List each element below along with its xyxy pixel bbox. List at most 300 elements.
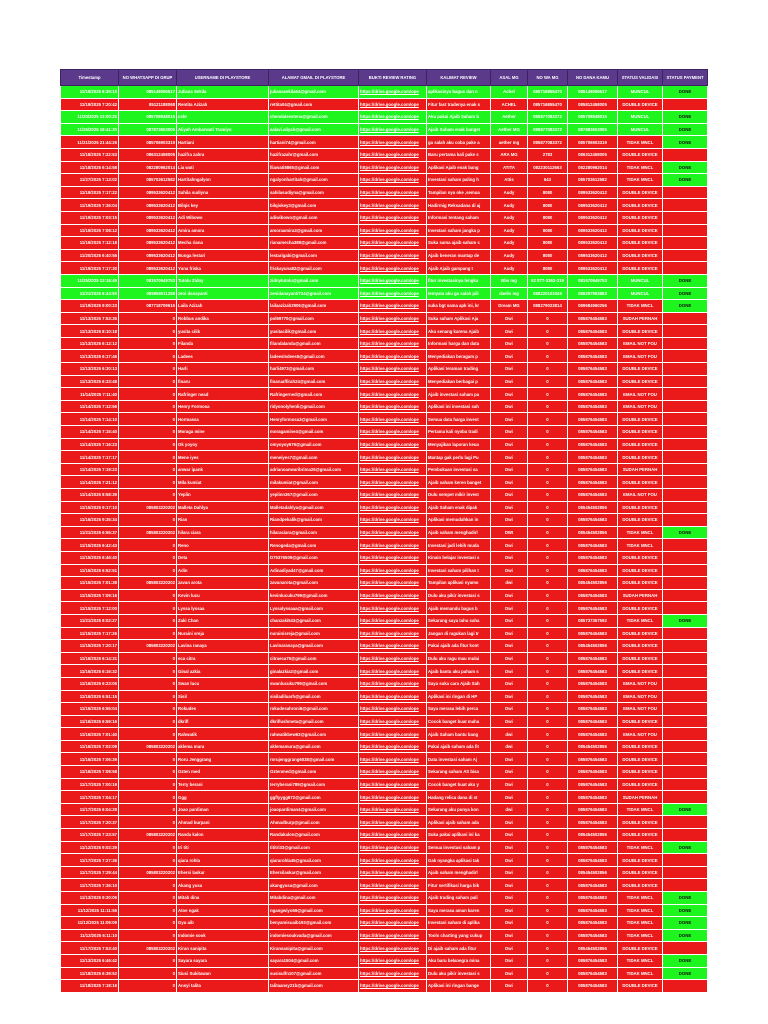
cell-no-whatsapp[interactable]: 0 [119,816,177,829]
cell-no-dana[interactable]: 085876454583 [568,426,618,439]
cell-no-whatsapp[interactable]: 085803220202 [119,526,177,539]
cell-status-payment[interactable] [663,778,708,791]
cell-no-wa-mg[interactable]: 0 [528,980,568,993]
cell-gmail[interactable]: hilaraciara@gmail.com [269,526,359,539]
table-row[interactable] [61,501,708,514]
cell-no-whatsapp[interactable]: 0 [119,841,177,854]
cell-status-payment[interactable]: DONE [663,123,708,136]
cell-no-dana[interactable]: 085876454583 [568,375,618,388]
cell-asal-mg[interactable]: Dwi [491,325,528,338]
cell-review-text[interactable]: Tampilan aplikasi nyamo [427,577,491,590]
cell-timestamp[interactable]: 11/16/2025 6:59:16 [61,715,119,728]
cell-timestamp[interactable]: 11/14/2025 7:12:56 [61,400,119,413]
cell-timestamp[interactable]: 11/16/2025 6:23:05 [61,677,119,690]
cell-username[interactable]: Moraga mine [177,426,269,439]
table-row[interactable] [61,274,708,287]
cell-gmail[interactable]: friskayuna82@gmail.com [269,262,359,275]
cell-timestamp[interactable]: 11/17/2025 7:29:44 [61,866,119,879]
cell-status-validasi[interactable]: TIDAK MNCL [618,539,663,552]
cell-no-whatsapp[interactable]: 0 [119,980,177,993]
cell-review-link[interactable]: https://drive.google.com/ope [359,740,427,753]
cell-status-payment[interactable] [663,577,708,590]
cell-status-validasi[interactable]: TIDAK MNCL [618,917,663,930]
cell-asal-mg[interactable]: DWI [491,526,528,539]
table-row[interactable] [61,778,708,791]
cell-no-dana[interactable]: 085876454583 [568,791,618,804]
cell-no-wa-mg[interactable]: 085716855470 [528,86,568,99]
table-row[interactable] [61,892,708,905]
cell-username[interactable]: Hartitahngalyon [177,174,269,187]
cell-review-link[interactable]: https://drive.google.com/ope [359,325,427,338]
cell-review-text[interactable]: suka bgt sama apk ini, kr [427,300,491,313]
cell-no-wa-mg[interactable]: 0 [528,602,568,615]
cell-review-text[interactable]: Sekarang saya tahu saha [427,614,491,627]
cell-no-whatsapp[interactable]: 0 [119,677,177,690]
cell-gmail[interactable]: lailaazizah2906@gmail.com [269,300,359,313]
table-row[interactable] [61,841,708,854]
cell-no-whatsapp[interactable]: 0 [119,400,177,413]
cell-review-link[interactable]: https://drive.google.com/ope [359,904,427,917]
cell-no-whatsapp[interactable]: 0 [119,325,177,338]
cell-status-validasi[interactable]: EMAIL NOT FOU [618,337,663,350]
cell-gmail[interactable]: benyamisuaib193@gmail.com [269,917,359,930]
cell-timestamp[interactable]: 11/17/2025 6:04:28 [61,803,119,816]
cell-gmail[interactable]: swanlucuku799@gmail.com [269,677,359,690]
cell-username[interactable]: cshr [177,111,269,124]
table-row[interactable] [61,136,708,149]
cell-no-dana[interactable]: 085706903319 [568,136,618,149]
cell-status-payment[interactable] [663,740,708,753]
cell-gmail[interactable]: meneiyes7@gmail.com [269,451,359,464]
cell-review-link[interactable]: https://drive.google.com/ope [359,577,427,590]
cell-status-validasi[interactable]: DOUBLE DEVICE [618,665,663,678]
cell-asal-mg[interactable]: ACHEL [491,98,528,111]
cell-no-wa-mg[interactable]: 085877083372 [528,123,568,136]
cell-asal-mg[interactable]: ATITA [491,161,528,174]
cell-no-wa-mg[interactable]: 0 [528,866,568,879]
cell-status-payment[interactable] [663,337,708,350]
cell-review-text[interactable]: Sekarang aku punya kon [427,803,491,816]
cell-status-payment[interactable]: DONE [663,614,708,627]
cell-no-dana[interactable]: 082280962014 [568,161,618,174]
cell-review-text[interactable]: Suka saham Aplikasi Aja [427,312,491,325]
cell-gmail[interactable]: adrianoanwaribrima26@gmail.com [269,463,359,476]
cell-review-link[interactable]: https://drive.google.com/ope [359,249,427,262]
cell-asal-mg[interactable]: Dwi [491,652,528,665]
cell-no-whatsapp[interactable]: 0 [119,879,177,892]
cell-username[interactable]: Ahmad burpani [177,816,269,829]
cell-status-validasi[interactable]: TIDAK MNCL [618,526,663,539]
cell-no-wa-mg[interactable]: 0 [528,325,568,338]
cell-timestamp[interactable]: 11/19/2025 7:17:30 [61,262,119,275]
table-row[interactable] [61,224,708,237]
cell-review-link[interactable]: https://drive.google.com/ope [359,526,427,539]
cell-review-link[interactable]: https://drive.google.com/ope [359,866,427,879]
cell-review-link[interactable]: https://drive.google.com/ope [359,677,427,690]
table-row[interactable] [61,791,708,804]
cell-timestamp[interactable]: 11/15/2025 7:12:00 [61,602,119,615]
cell-review-link[interactable]: https://drive.google.com/ope [359,841,427,854]
cell-review-text[interactable]: Menyediakan berbagai p [427,375,491,388]
cell-asal-mg[interactable]: Audy [491,224,528,237]
cell-no-whatsapp[interactable]: 087873603005 [119,123,177,136]
cell-username[interactable]: Ehersi laskar [177,866,269,879]
cell-username[interactable]: aklema mura [177,740,269,753]
cell-username[interactable]: hilara ciara [177,526,269,539]
cell-username[interactable]: Robbus andika [177,312,269,325]
cell-status-validasi[interactable]: DOUBLE DEVICE [618,186,663,199]
cell-no-dana[interactable]: 085876454583 [568,363,618,376]
cell-review-link[interactable]: https://drive.google.com/ope [359,98,427,111]
table-row[interactable] [61,148,708,161]
cell-status-validasi[interactable]: MUNCUL [618,287,663,300]
cell-no-whatsapp[interactable]: 0 [119,703,177,716]
cell-status-validasi[interactable]: EMAIL NOT FOU [618,400,663,413]
cell-username[interactable]: Joao pardiman [177,803,269,816]
cell-asal-mg[interactable]: Dwi [491,904,528,917]
cell-review-link[interactable]: https://drive.google.com/ope [359,703,427,716]
cell-status-payment[interactable] [663,564,708,577]
cell-gmail[interactable]: chendaleextena@gmail.com [269,111,359,124]
cell-status-validasi[interactable]: EMAIL NOT FOU [618,690,663,703]
cell-asal-mg[interactable]: Aether [491,111,528,124]
cell-status-payment[interactable] [663,854,708,867]
cell-status-payment[interactable] [663,766,708,779]
cell-no-whatsapp[interactable]: 0 [119,892,177,905]
cell-username[interactable]: Roru Jenggrang [177,753,269,766]
cell-status-validasi[interactable]: DOUBLE DEVICE [618,148,663,161]
header-timestamp[interactable]: Timestamp [61,70,119,86]
cell-status-validasi[interactable]: MUNCUL [618,123,663,136]
cell-timestamp[interactable]: 11/14/2025 7:19:23 [61,463,119,476]
cell-no-dana[interactable]: 085876454583 [568,400,618,413]
cell-no-dana[interactable]: 085876454583 [568,753,618,766]
cell-review-text[interactable]: Baru pertama kali pake s [427,148,491,161]
cell-status-validasi[interactable]: DOUBLE DEVICE [618,942,663,955]
cell-status-payment[interactable] [663,388,708,401]
cell-no-wa-mg[interactable]: 0 [528,501,568,514]
cell-asal-mg[interactable]: Bbs mg [491,274,528,287]
table-row[interactable] [61,199,708,212]
cell-no-dana[interactable]: 085876454583 [568,728,618,741]
cell-no-wa-mg[interactable]: 2783 [528,148,568,161]
cell-review-link[interactable]: https://drive.google.com/ope [359,375,427,388]
cell-gmail[interactable]: milakumiat@gmail.com [269,476,359,489]
cell-no-wa-mg[interactable]: 088279023814 [528,300,568,313]
cell-gmail[interactable]: nurainisreja@gmail.com [269,627,359,640]
cell-status-validasi[interactable]: SUDAH PERNAH [618,589,663,602]
cell-asal-mg[interactable]: Dwi [491,816,528,829]
cell-timestamp[interactable]: 11/17/2025 7:53:40 [61,942,119,955]
cell-asal-mg[interactable]: dwi [491,803,528,816]
cell-username[interactable]: Mene iyes [177,451,269,464]
cell-username[interactable]: Rahwatik [177,728,269,741]
cell-gmail[interactable]: aalavi.aliyah@gmail.com [269,123,359,136]
cell-review-link[interactable]: https://drive.google.com/ope [359,967,427,980]
cell-review-link[interactable]: https://drive.google.com/ope [359,123,427,136]
cell-review-text[interactable]: Dulu aku ragu mau mulai [427,652,491,665]
cell-gmail[interactable]: Ahmadburp@gmail.com [269,816,359,829]
cell-no-dana[interactable]: 089533620412 [568,262,618,275]
cell-status-payment[interactable] [663,98,708,111]
cell-asal-mg[interactable]: Dwi [491,363,528,376]
cell-status-validasi[interactable]: DOUBLE DEVICE [618,652,663,665]
table-row[interactable] [61,564,708,577]
table-row[interactable] [61,249,708,262]
cell-timestamp[interactable]: 11/14/2025 7:14:10 [61,413,119,426]
cell-no-wa-mg[interactable]: 0 [528,388,568,401]
cell-timestamp[interactable]: 11/13/2025 6:46:42 [61,954,119,967]
cell-status-payment[interactable] [663,677,708,690]
cell-status-payment[interactable] [663,400,708,413]
cell-timestamp[interactable]: 11/16/2025 7:02:09 [61,740,119,753]
cell-gmail[interactable]: talitaansy21b@gmail.com [269,980,359,993]
cell-status-validasi[interactable]: DOUBLE DEVICE [618,325,663,338]
table-row[interactable] [61,577,708,590]
table-row[interactable] [61,514,708,527]
cell-no-wa-mg[interactable]: 0 [528,703,568,716]
cell-review-text[interactable]: ga salah aku coba pake a [427,136,491,149]
cell-timestamp[interactable]: 11/16/2025 7:08:58 [61,766,119,779]
cell-timestamp[interactable]: 11/16/2025 6:51:15 [61,690,119,703]
cell-no-wa-mg[interactable]: 0 [528,766,568,779]
cell-review-text[interactable]: Aplikasi ini ringan di HP [427,690,491,703]
cell-review-text[interactable]: Ajaib Saham bantu bang [427,728,491,741]
cell-review-link[interactable]: https://drive.google.com/ope [359,602,427,615]
cell-no-whatsapp[interactable]: 089533620412 [119,237,177,250]
cell-gmail[interactable]: pol69770@gmail.com [269,312,359,325]
cell-review-text[interactable]: fitur investasinya lengka [427,274,491,287]
cell-status-payment[interactable] [663,690,708,703]
cell-no-whatsapp[interactable]: 085803220202 [119,942,177,955]
cell-gmail[interactable]: Mitabdina@gmail.com [269,892,359,905]
cell-no-whatsapp[interactable]: 085803220202 [119,501,177,514]
cell-review-text[interactable]: Tools charting yang cukup [427,929,491,942]
cell-timestamp[interactable]: 11/17/2025 7:23:57 [61,829,119,842]
table-row[interactable] [61,111,708,124]
cell-gmail[interactable]: hartiani74@gmail.com [269,136,359,149]
table-row[interactable] [61,413,708,426]
cell-no-dana[interactable]: 085876454583 [568,803,618,816]
cell-asal-mg[interactable]: Dwi [491,892,528,905]
table-row[interactable] [61,942,708,955]
cell-username[interactable]: dkrifl [177,715,269,728]
cell-status-payment[interactable]: DONE [663,954,708,967]
cell-timestamp[interactable]: 11/17/2025 7:27:36 [61,854,119,867]
cell-asal-mg[interactable]: Dwi [491,438,528,451]
cell-review-text[interactable]: Aplikasi teraman trading [427,363,491,376]
cell-status-payment[interactable] [663,866,708,879]
cell-no-dana[interactable]: 085876454583 [568,388,618,401]
table-row[interactable] [61,325,708,338]
cell-status-payment[interactable] [663,602,708,615]
cell-status-validasi[interactable]: DOUBLE DEVICE [618,829,663,842]
cell-review-link[interactable]: https://drive.google.com/ope [359,514,427,527]
cell-status-payment[interactable] [663,148,708,161]
cell-gmail[interactable]: zenidanayanti734@gmail.com [269,287,359,300]
cell-no-wa-mg[interactable]: 0 [528,715,568,728]
cell-status-payment[interactable] [663,325,708,338]
cell-no-whatsapp[interactable]: 0 [119,539,177,552]
cell-no-wa-mg[interactable]: 0 [528,526,568,539]
cell-username[interactable]: Zaki Chan [177,614,269,627]
cell-username[interactable]: Ok yoyoy [177,438,269,451]
cell-gmail[interactable]: omyoyoy676@gmail.com [269,438,359,451]
cell-gmail[interactable]: D75376509@gmail.com [269,551,359,564]
cell-status-payment[interactable] [663,249,708,262]
cell-review-link[interactable]: https://drive.google.com/ope [359,917,427,930]
cell-timestamp[interactable]: 11/18/2025 6:14:58 [61,161,119,174]
cell-timestamp[interactable]: 11/12/2025 11:11:55 [61,904,119,917]
cell-status-payment[interactable] [663,451,708,464]
cell-review-link[interactable]: https://drive.google.com/ope [359,665,427,678]
cell-gmail[interactable]: ggflyygg672@gmail.com [269,791,359,804]
cell-no-whatsapp[interactable]: 089533620412 [119,186,177,199]
cell-asal-mg[interactable]: Dwi [491,967,528,980]
cell-no-dana[interactable]: 085876454583 [568,879,618,892]
cell-review-text[interactable]: Cocok banget buat maha [427,715,491,728]
cell-username[interactable]: Rafringer nead [177,388,269,401]
table-row[interactable] [61,627,708,640]
cell-status-payment[interactable] [663,715,708,728]
cell-no-wa-mg[interactable]: 0 [528,451,568,464]
cell-review-link[interactable]: https://drive.google.com/ope [359,300,427,313]
cell-no-dana[interactable]: 085876454583 [568,413,618,426]
cell-username[interactable]: Sahila sudiyna [177,186,269,199]
cell-asal-mg[interactable]: Dwi [491,413,528,426]
cell-no-wa-mg[interactable]: 0 [528,665,568,678]
table-row[interactable] [61,954,708,967]
cell-username[interactable]: Yuna friska [177,262,269,275]
cell-timestamp[interactable]: 11/15/2025 7:20:17 [61,640,119,653]
cell-no-whatsapp[interactable]: 089533620412 [119,262,177,275]
cell-review-link[interactable]: https://drive.google.com/ope [359,86,427,99]
cell-no-whatsapp[interactable]: 0 [119,312,177,325]
cell-no-dana[interactable]: 085876454583 [568,929,618,942]
cell-no-dana[interactable]: 085876454583 [568,954,618,967]
header-bukti-review[interactable]: BUKTI REVIEW RATING [359,70,427,86]
cell-no-wa-mg[interactable]: 085877083372 [528,136,568,149]
cell-asal-mg[interactable]: Dwi [491,766,528,779]
table-row[interactable] [61,703,708,716]
cell-no-wa-mg[interactable]: 0 [528,791,568,804]
cell-no-whatsapp[interactable]: 085706903319 [119,136,177,149]
cell-no-wa-mg[interactable]: 0 [528,803,568,816]
cell-timestamp[interactable]: 11/15/2025 6:42:43 [61,539,119,552]
cell-timestamp[interactable]: 11/19/2025 7:17:22 [61,186,119,199]
cell-status-validasi[interactable]: DOUBLE DEVICE [618,866,663,879]
cell-no-dana[interactable]: 089533620412 [568,199,618,212]
cell-gmail[interactable]: rettita04@gmail.com [269,98,359,111]
cell-review-text[interactable]: Data investasi saham Aj [427,753,491,766]
cell-no-whatsapp[interactable]: 0 [119,363,177,376]
cell-asal-mg[interactable]: Dwi [491,602,528,615]
cell-timestamp[interactable]: 11/17/2025 7:00:19 [61,778,119,791]
cell-review-text[interactable]: Dulu sempet mikir invest [427,489,491,502]
cell-review-text[interactable]: Cocok banget buat aku y [427,778,491,791]
cell-review-link[interactable]: https://drive.google.com/ope [359,337,427,350]
cell-no-whatsapp[interactable]: 081570949753 [119,274,177,287]
cell-no-whatsapp[interactable]: 0 [119,917,177,930]
cell-review-link[interactable]: https://drive.google.com/ope [359,363,427,376]
cell-no-wa-mg[interactable]: 0 [528,350,568,363]
cell-timestamp[interactable]: 11/12/2025 9:02:29 [61,841,119,854]
cell-no-wa-mg[interactable]: 0 [528,400,568,413]
cell-status-validasi[interactable]: EMAIL NOT FOU [618,489,663,502]
cell-no-whatsapp[interactable]: 0 [119,728,177,741]
cell-no-whatsapp[interactable]: 082280962014 [119,161,177,174]
cell-username[interactable]: finaru [177,375,269,388]
cell-no-whatsapp[interactable]: 0 [119,375,177,388]
cell-timestamp[interactable]: 11/19/2025 7:08:12 [61,224,119,237]
cell-status-payment[interactable] [663,350,708,363]
cell-review-text[interactable]: Di ajaib saham ada fitur [427,942,491,955]
cell-no-dana[interactable]: 085737367592 [568,614,618,627]
cell-status-payment[interactable] [663,640,708,653]
cell-gmail[interactable]: Renogeda@gmail.com [269,539,359,552]
cell-review-text[interactable]: Menyediakan beragam p [427,350,491,363]
cell-no-dana[interactable]: 085812458005 [568,98,618,111]
cell-timestamp[interactable]: 11/26/2025 19:41:30 [61,123,119,136]
cell-gmail[interactable]: tititri33@gmail.com [269,841,359,854]
cell-asal-mg[interactable]: Dwi [491,829,528,842]
cell-gmail[interactable]: joaopardiman4@gmail.com [269,803,359,816]
cell-no-wa-mg[interactable]: 082230112663 [528,161,568,174]
cell-no-dana[interactable]: 085876454583 [568,539,618,552]
cell-no-wa-mg[interactable]: 0 [528,539,568,552]
cell-no-dana[interactable]: 089533620412 [568,237,618,250]
cell-asal-mg[interactable]: Dwi [491,614,528,627]
cell-status-payment[interactable] [663,476,708,489]
table-row[interactable] [61,337,708,350]
cell-review-link[interactable]: https://drive.google.com/ope [359,879,427,892]
cell-no-wa-mg[interactable]: 088220103345 [528,287,568,300]
cell-asal-mg[interactable]: Aether MG [491,123,528,136]
cell-status-payment[interactable] [663,262,708,275]
cell-username[interactable]: Ansyi talita [177,980,269,993]
cell-review-link[interactable]: https://drive.google.com/ope [359,451,427,464]
table-row[interactable] [61,174,708,187]
cell-no-dana[interactable]: 085876454583 [568,778,618,791]
cell-no-whatsapp[interactable]: 0 [119,476,177,489]
cell-asal-mg[interactable]: Dwi [491,665,528,678]
cell-no-dana[interactable]: 085454502856 [568,640,618,653]
cell-review-text[interactable]: Aku senang karena Ajaib [427,325,491,338]
cell-asal-mg[interactable]: dwi [491,740,528,753]
cell-username[interactable]: Terry berani [177,778,269,791]
cell-review-link[interactable]: https://drive.google.com/ope [359,564,427,577]
cell-review-text[interactable]: Ajaib beneran mantap de [427,249,491,262]
cell-review-text[interactable]: aplikasinya bagus dan n [427,86,491,99]
cell-username[interactable]: Kevin lucu [177,589,269,602]
cell-asal-mg[interactable]: Dwi [491,539,528,552]
cell-status-payment[interactable]: DONE [663,86,708,99]
cell-username[interactable]: zavan arota [177,577,269,590]
table-row[interactable] [61,463,708,476]
cell-asal-mg[interactable]: Dwi [491,501,528,514]
cell-no-wa-mg[interactable]: 643 [528,174,568,187]
cell-no-whatsapp[interactable]: 087718709616 [119,300,177,313]
cell-no-wa-mg[interactable]: 8080 [528,199,568,212]
table-row[interactable] [61,816,708,829]
cell-asal-mg[interactable]: Audy [491,186,528,199]
cell-review-text[interactable]: Ajaib memandu bagus b [427,602,491,615]
cell-review-text[interactable]: Ajaib Saham enak banget [427,123,491,136]
cell-username[interactable]: Ladees [177,350,269,363]
cell-status-payment[interactable] [663,426,708,439]
cell-no-wa-mg[interactable]: 0 [528,312,568,325]
cell-status-payment[interactable] [663,829,708,842]
